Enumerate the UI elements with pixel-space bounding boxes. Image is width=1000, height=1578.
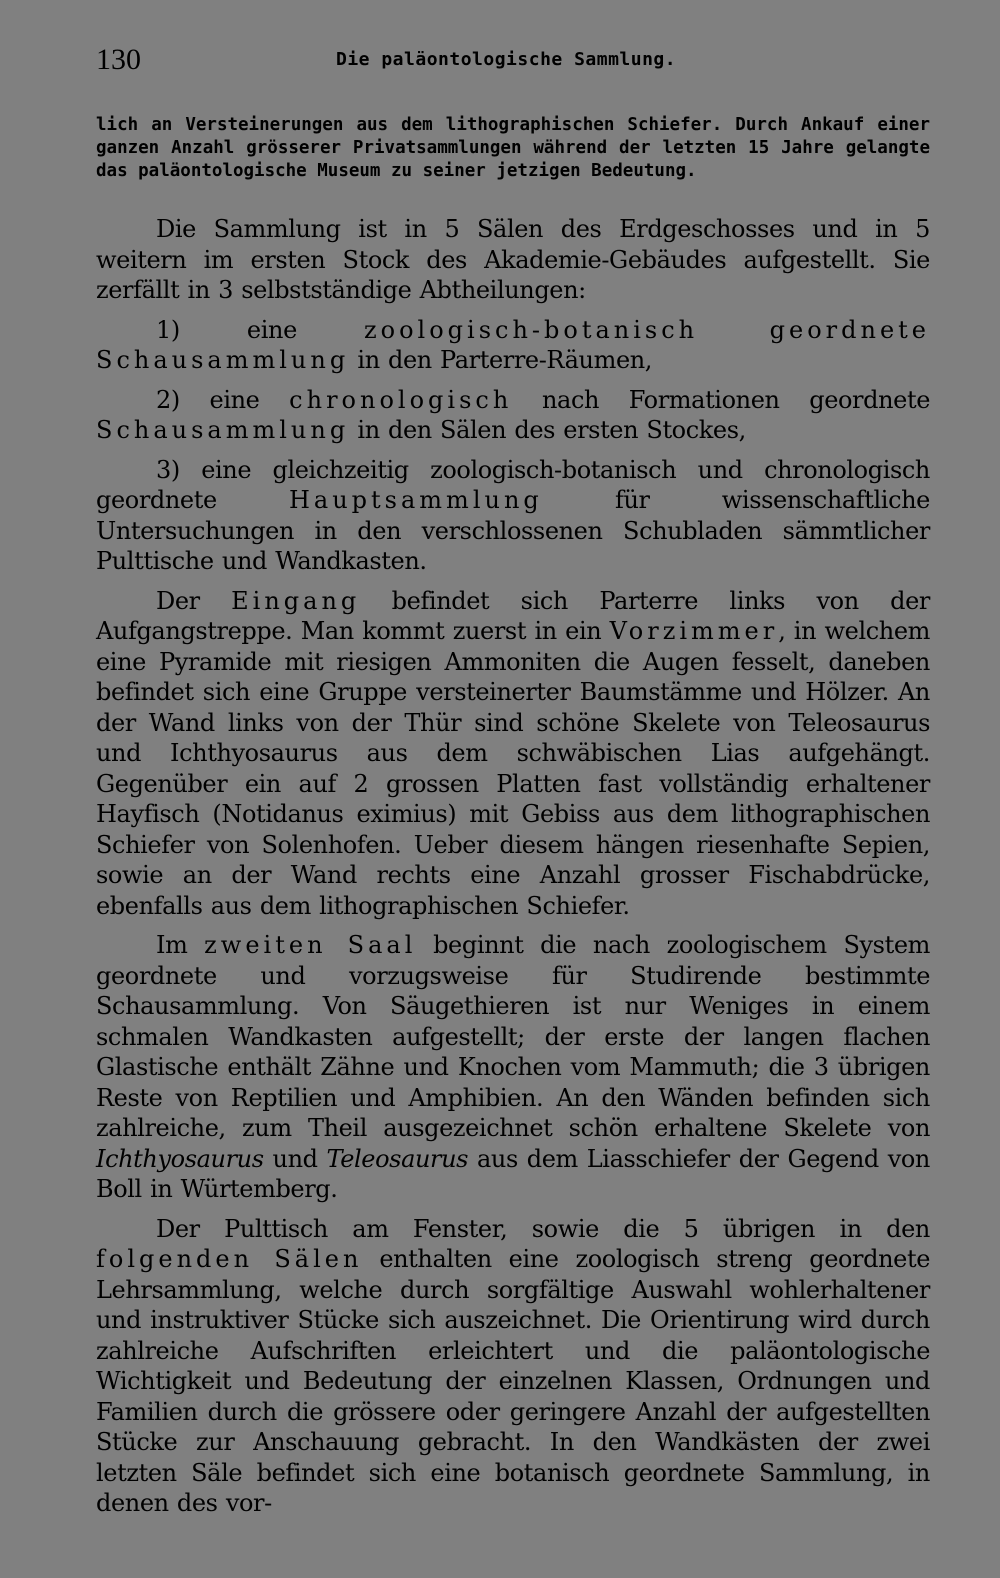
text-run: und: [263, 1144, 327, 1173]
text-run: , in welchem eine Pyramide mit riesigen Ammoniten die Augen fesselt, daneben befindet sich eine Gruppe versteinerter Baumstämme und Hölzer. An der Wand links von der Thür sind schöne Skelete von Teleosaurus und Ichthyosaurus aus dem schwäbischen Lias aufgehängt. Gegenüber ein auf 2 grossen Platten fast vollständig erhaltener Hayfisch (Notidanus eximius) mit Gebiss aus dem lithographischen Schiefer von Solenhofen. Ueber diesem hängen riesenhafte Sepien, sowie an der Wand rechts eine Anzahl grosser Fischabdrücke, ebenfalls aus dem lithographischen Schiefer.: [96, 617, 930, 920]
running-head: Die paläontologische Sammlung.: [336, 49, 677, 70]
italic-taxon: Teleosaurus: [326, 1144, 469, 1173]
spaced-emphasis: chronologisch: [289, 385, 513, 414]
text-run: Der: [156, 586, 232, 615]
paragraph-second-hall: [96, 930, 930, 1205]
text-run: Im: [156, 931, 205, 959]
paragraph-following-halls: [96, 1214, 930, 1519]
text-run: 1) eine: [156, 315, 364, 344]
page-header: [96, 40, 930, 80]
text-run: enthalten eine zoologisch streng geordnete Lehrsammlung, welche durch sorgfältige Auswahl wohlerhaltener und instruktiver Stücke sich auszeichnet. Die Orientirung wird durch zahlreiche Aufschriften erleichtert und die paläontologische Wichtigkeit und Bedeutung der einzelnen Klassen, Ordnungen und Familien durch die grössere oder geringere Anzahl der aufgestellten Stücke zur Anschauung gebracht. In den Wandkästen der zwei letzten Säle befindet sich eine botanisch geordnete Sammlung, in denen des vor-: [96, 1245, 930, 1517]
text-run: nach Formationen geordnete: [512, 385, 931, 414]
text-run: befindet sich Parterre links von der Aufgangstreppe. Man kommt zuerst in ein: [96, 586, 930, 645]
italic-taxon: Ichthyosaurus: [96, 1144, 264, 1173]
text-run: für wissenschaftliche Untersuchungen in den verschlossenen Schubladen sämmtlicher Pulttische und Wandkasten.: [96, 486, 930, 575]
text-run: 2) eine: [156, 385, 290, 414]
spaced-emphasis: folgenden Sälen: [96, 1245, 363, 1273]
spaced-emphasis: Vorzimmer: [609, 617, 779, 645]
paragraph-item-1: [96, 315, 930, 376]
spaced-emphasis: Hauptsammlung: [288, 486, 543, 514]
spaced-emphasis: Eingang: [231, 586, 361, 615]
book-page: [96, 0, 930, 1578]
text-run: Der Pulttisch am Fenster, sowie die 5 übrigen in den: [156, 1214, 930, 1243]
paragraph-intro: Die Sammlung ist in 5 Sälen des Erdgeschosses und in 5 weitern im ersten Stock des Akademie-Gebäudes aufgestellt. Sie zerfällt in 3 selbstständige Abtheilungen:: [96, 215, 930, 304]
text-run: beginnt die nach zoologischem System geordnete und vorzugsweise für Studirende bestimmte Schausammlung. Von Säugethieren ist nur Weniges in einem schmalen Wandkasten aufgestellt; der erste der langen flachen Glastische enthält Zähne und Knochen vom Mammuth; die 3 übrigen Reste von Reptilien und Amphibien. An den Wänden befinden sich zahlreiche, zum Theil ausgezeichnet schön erhaltene Skelete von: [96, 931, 930, 1142]
page-number: 130: [96, 43, 141, 76]
text-run: in den Sälen des ersten Stockes,: [349, 416, 746, 444]
paragraph-item-2: [96, 385, 930, 446]
paragraph-item-3: [96, 455, 930, 577]
body-text: [96, 214, 930, 1528]
text-run: aus dem Liasschiefer der Gegend von Boll in Würtemberg.: [96, 1144, 930, 1203]
spaced-emphasis: zoologisch-botanisch geordnete Schausammlung: [96, 315, 930, 374]
small-print-paragraph: lich an Versteinerungen aus dem lithographischen Schiefer. Durch Ankauf einer ganzen Anzahl grösserer Privatsammlungen während der letzten 15 Jahre gelangte das paläontologische Museum zu seiner jetzigen Bedeutung.: [96, 115, 930, 181]
text-run: in den Parterre-Räumen,: [349, 346, 653, 374]
spaced-emphasis: zweiten Saal: [204, 931, 417, 959]
spaced-emphasis: Schausammlung: [96, 416, 350, 444]
text-run: 3) eine gleichzeitig zoologisch-botanisch und chronologisch geordnete: [96, 455, 930, 514]
paragraph-entrance: [96, 586, 930, 922]
